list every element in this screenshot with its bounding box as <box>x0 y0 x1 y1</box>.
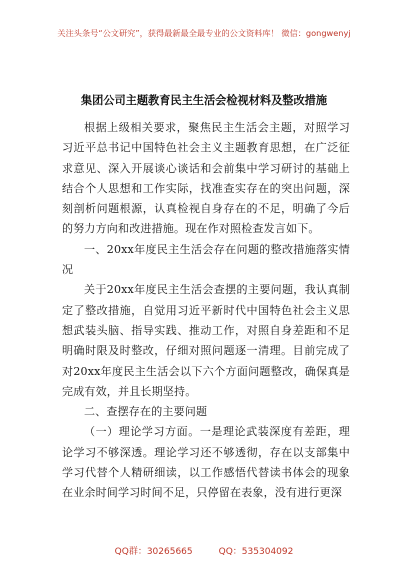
footer-qq: QQ：535304092 <box>218 547 294 557</box>
header-note: 关注头条号“公文研究”，获得最新最全最专业的公文资料库！ 微信：gongwenyj <box>57 28 351 38</box>
section-heading-2: 二、查摆存在的主要问题 <box>84 405 208 419</box>
document-title: 集团公司主题教育民主生活会检视材料及整改措施 <box>80 94 328 107</box>
body-paragraph-theory-study: （一）理论学习方面。一是理论武装深度有差距，理论学习不够深透。理论学习还不够透彻，存在以支部集中学习代替个人精研细读，以工作感悟代替读书体会的现象在业余时间学习时间不足，只停留在表象，没有进行更深 <box>62 425 350 500</box>
section-heading-1: 一、20xx年度民主生活会存在问题的整改措施落实情况 <box>62 242 350 277</box>
footer-contact <box>0 544 408 557</box>
footer-qq-group: QQ群：30265665 <box>114 547 193 557</box>
document-body <box>62 118 350 504</box>
body-paragraph-rectification: 关于20xx年度民主生活会查摆的主要问题，我认真制定了整改措施，自觉用习近平新时代中国特色社会主义思想武装头脑、指导实践、推动工作，对照自身差距和不足明确时限及时整改，仔细对照问题逐一清理。目前完成了对20xx年度民主生活会以下六个方面问题整改，确保真是完成有效，并且长期坚持。 <box>62 283 350 398</box>
body-paragraph-intro: 根据上级相关要求，聚焦民主生活会主题，对照学习习近平总书记中国特色社会主义主题教育思想，在广泛征求意见、深入开展谈心谈话和会前集中学习研讨的基础上结合个人思想和工作实际，找准查实存在的突出问题，深刻剖析问题根源，认真检视自身存在的不足，明确了今后的努力方向和改进措施。现在作对照检查发言如下。 <box>62 121 350 236</box>
